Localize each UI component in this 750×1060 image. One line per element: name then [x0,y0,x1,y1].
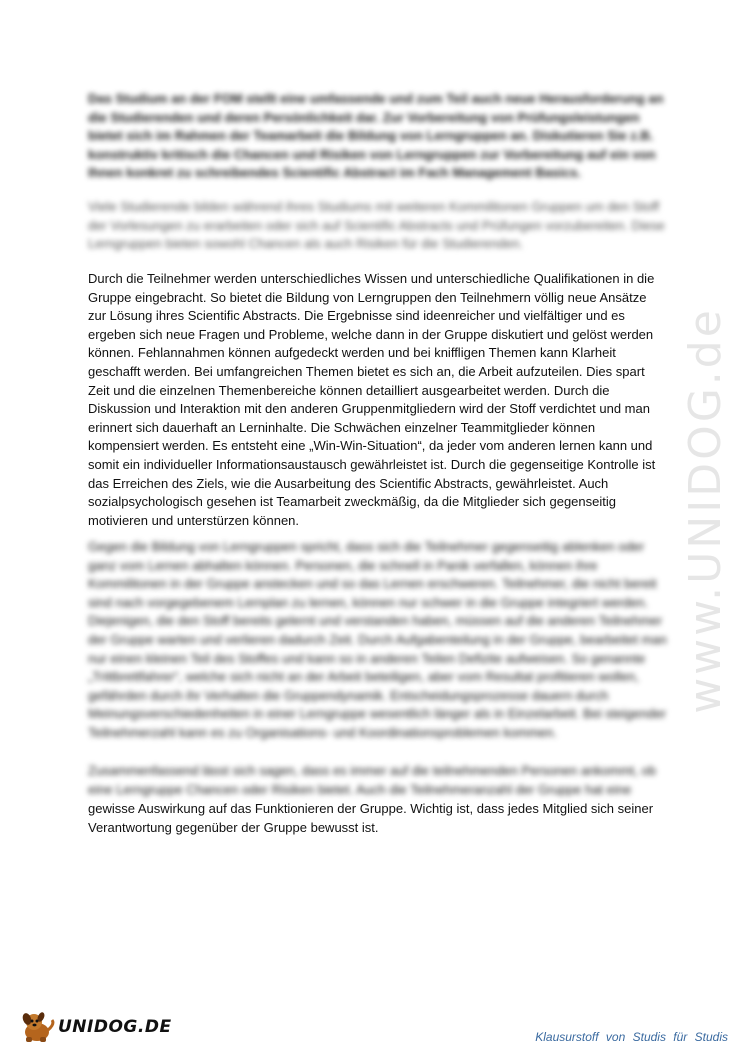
paragraph-2: Durch die Teilnehmer werden unterschiedliches Wissen und unterschiedliche Qualifikationen in die Gruppe eingebracht. So bietet die Bildung von Lerngruppen den Teilnehmern völlig neue Ansätze zur Lösung ihres Scientific Abstracts. Die Ergebnisse sind ideenreicher und vielfältiger und es ergeben sich neue Fragen und Probleme, welche dann in der Gruppe diskutiert und gelöst werden können. Fehlannahmen können aufgedeckt werden und bei kniffligen Themen kann Klarheit geschafft werden. Bei umfangreichen Themen bietet es sich an, die Arbeit aufzuteilen. Dies spart Zeit und die einzelnen Themenbereiche können detailliert ausgearbeitet werden. Durch die Diskussion und Interaktion mit den anderen Gruppenmitgliedern wird der Stoff verdichtet und man erinnert sich dauerhaft an Lerninhalte. Die Schwächen einzelner Teammitglieder können kompensiert werden. Es entsteht eine „Win-Win-Situation“, da jeder vom anderen lernen kann und somit ein individueller Informationsaustausch gewährleistet ist. Durch die gegenseitige Kontrolle ist das Erreichen des Ziels, wie die Ausarbeitung des Scientific Abstracts, gewährleistet. Auch sozialpsychologisch gesehen ist Teamarbeit zweckmäßig, da die Mitglieder sich gegenseitig motivieren und unterstürzen können. [88,271,656,528]
paragraph-1-blurred: Viele Studierende bilden während ihres Studiums mit weiteren Kommilitonen Gruppen um den Stoff der Vorlesungen zu erarbeiten oder sich auf Scientific Abstracts und Prüfungen vorzubereiten. Diese Lerngruppen bieten sowohl Chancen als auch Risiken für die Studierenden. [88,199,665,252]
paragraph-4-blurred: Zusammenfassend lässt sich sagen, dass es immer auf die teilnehmenden Personen ankommt, ob eine Lerngruppe Chancen oder Risiken bietet. Auch die Teilnehmeranzahl der Gruppe hat eine [88,763,656,797]
footer-slogan: Klausurstoff von Studis für Studis [535,1030,728,1044]
paragraph-4-visible: gewisse Auswirkung auf das Funktionieren der Gruppe. Wichtig ist, dass jedes Mitglied sich seiner Verantwortung gegenüber der Gruppe bewusst ist. [88,801,654,835]
intro-text-blurred: Das Studium an der FOM stellt eine umfassende und zum Teil auch neue Herausforderung an die Studierenden und deren Persönlichkeit dar. Zur Vorbereitung von Prüfungsleistungen bietet sich im Rahmen der Teamarbeit die Bildung von Lerngruppen an. Diskutieren Sie z.B. konstruktiv kritisch die Chancen und Risiken von Lerngruppen zur Vorbereitung auf ein von Ihnen konkret zu schreibendes Scientific Abstract im Fach Management Basics. [88,91,664,181]
watermark [660,280,750,740]
paragraph-3-blurred: Gegen die Bildung von Lerngruppen spricht, dass sich die Teilnehmer gegenseitig ablenken oder ganz vom Lernen abhalten können. Personen, die schnell in Panik verfallen, können ihre Kommilitonen in der Gruppe anstecken und so das Lernen erschweren. Teilnehmer, die nicht bereit sind nach vorgegebenem Lernplan zu lernen, können nur schwer in die Gruppe integriert werden. Diejenigen, die den Stoff bereits gelernt und verstanden haben, müssen auf die anderen Teilnehmer der Gruppe warten und verlieren dadurch Zeit. Durch Aufgabenteilung in der Gruppe, bearbeitet man nur einen kleinen Teil des Stoffes und kann so in anderen Teilen Defizite aufweisen. So genannte „Trittbrettfahrer“, welche sich nicht an der Arbeit beteiligen, aber vom Resultat profitieren wollen, gefährden durch ihr Verhalten die Gruppendynamik. Entscheidungsprozesse dauern durch Meinungsverschiedenheiten in einer Lerngruppe wesentlich länger als in Einzelarbeit. Bei steigender Teilnehmerzahl kann es zu Organisations- und Koordinationsproblemen kommen. [88,539,667,740]
unidog-logo[interactable] [18,1010,172,1044]
dog-icon [18,1010,56,1044]
watermark-text: www.UNIDOG.de [679,306,731,714]
logo-text: UNIDOG.DE [58,1017,172,1037]
